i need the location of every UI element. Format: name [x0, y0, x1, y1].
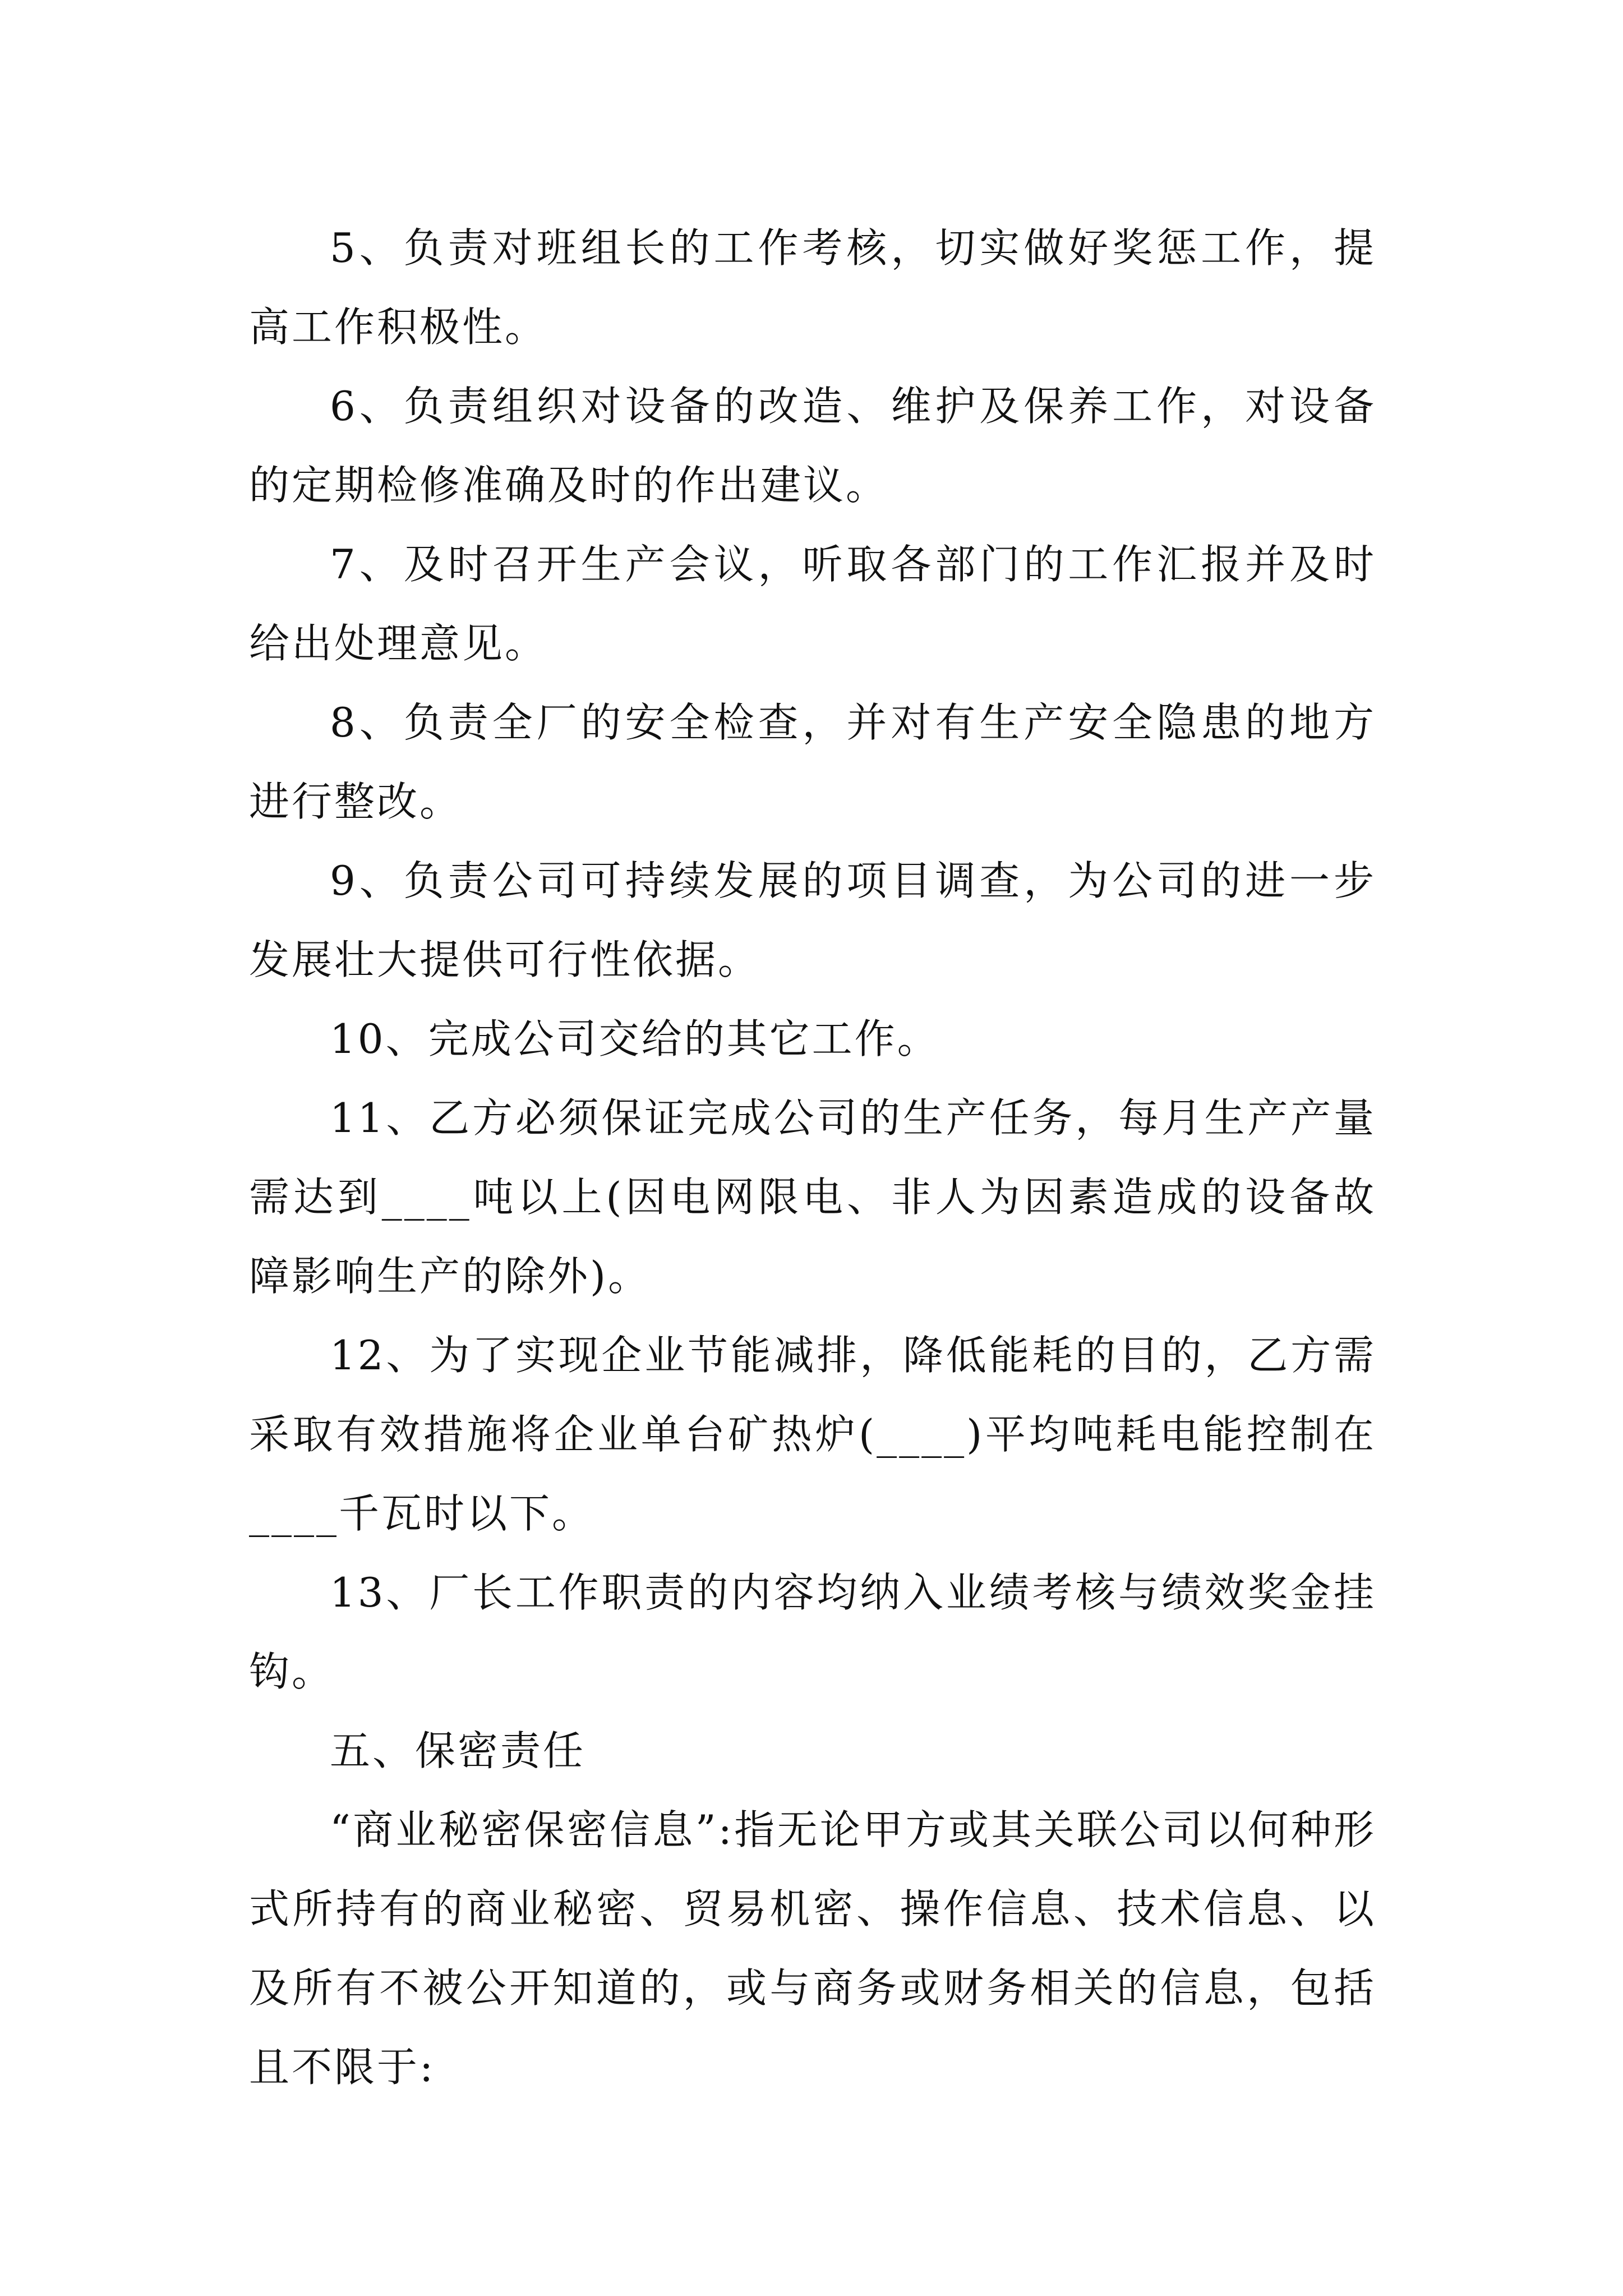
paragraph-definition: “商业秘密保密信息”:指无论甲方或其关联公司以何种形式所持有的商业秘密、贸易机密、操作信息、技术信息、以及所有不被公开知道的，或与商务或财务相关的信息，包括且不限于:: [249, 1806, 1376, 2091]
paragraph-item-12: 12、为了实现企业节能减排，降低能耗的目的，乙方需采取有效措施将企业单台矿热炉(____)平均吨耗电能控制在____千瓦时以下。: [249, 1332, 1376, 1537]
paragraph-item-7: 7、及时召开生产会议，听取各部门的工作汇报并及时给出处理意见。: [249, 541, 1376, 667]
section-heading-confidentiality: 五、保密责任: [330, 1727, 586, 1774]
paragraph-item-10: 10、完成公司交给的其它工作。: [330, 1015, 940, 1062]
document-body: [249, 209, 1376, 2107]
paragraph-item-6: 6、负责组织对设备的改造、维护及保养工作，对设备的定期检修准确及时的作出建议。: [249, 383, 1376, 509]
paragraph-item-11: 11、乙方必须保证完成公司的生产任务，每月生产产量需达到____吨以上(因电网限电、非人为因素造成的设备故障影响生产的除外)。: [249, 1094, 1376, 1300]
paragraph-item-5: 5、负责对班组长的工作考核，切实做好奖惩工作，提高工作积极性。: [249, 224, 1376, 351]
paragraph-item-8: 8、负责全厂的安全检查，并对有生产安全隐患的地方进行整改。: [249, 699, 1376, 825]
paragraph-item-13: 13、厂长工作职责的内容均纳入业绩考核与绩效奖金挂钩。: [249, 1569, 1376, 1695]
paragraph-item-9: 9、负责公司可持续发展的项目调查，为公司的进一步发展壮大提供可行性依据。: [249, 857, 1376, 983]
